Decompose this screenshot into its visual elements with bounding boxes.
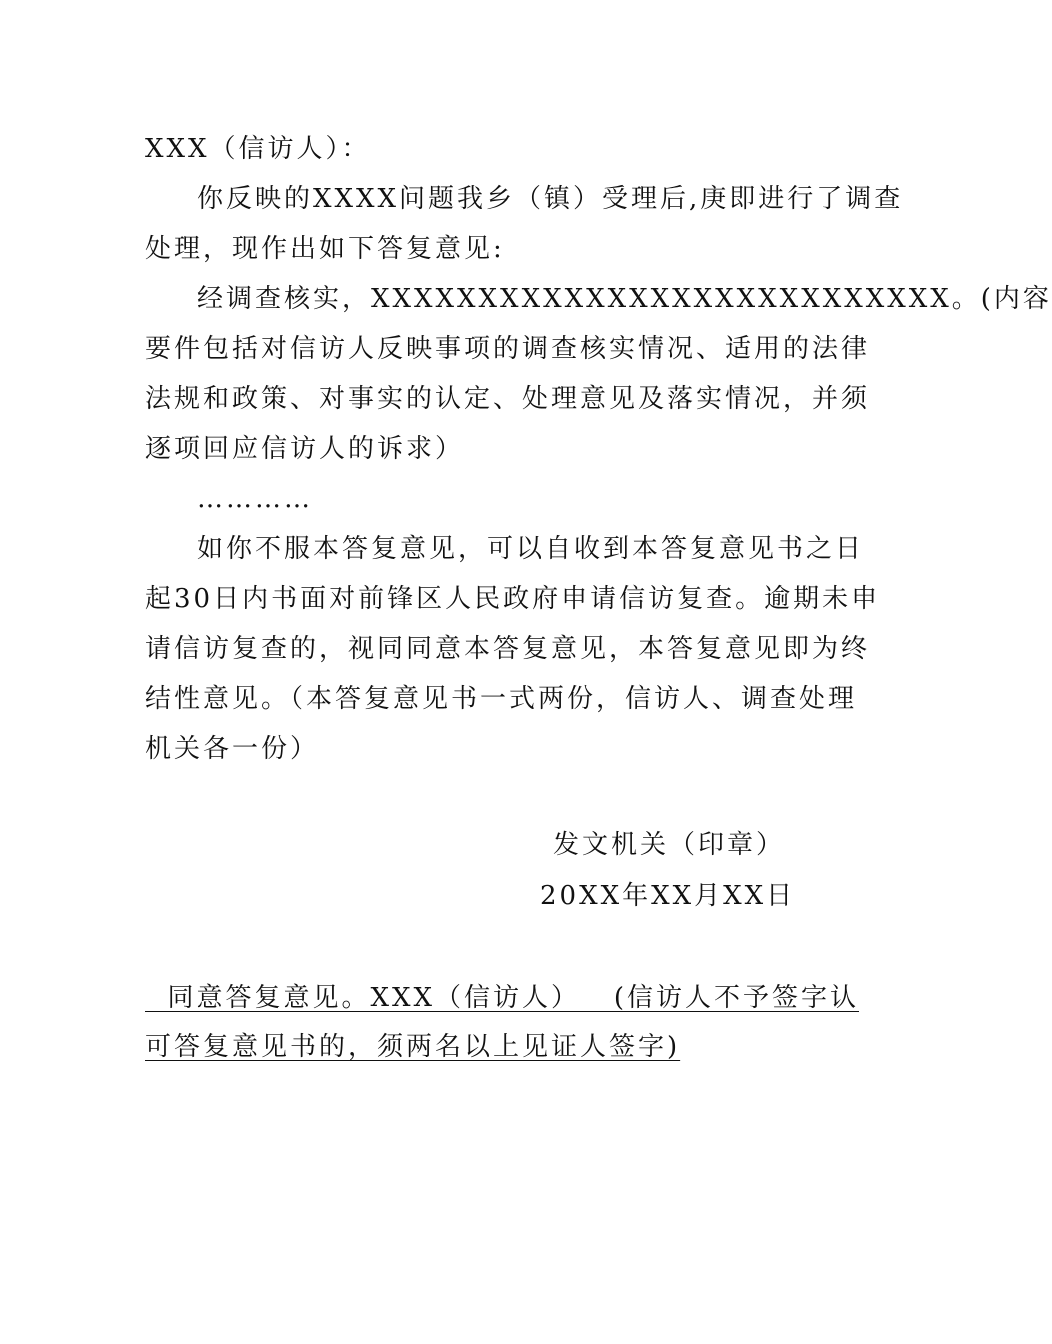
appeal-line-5: 机关各一份） (145, 734, 320, 764)
salutation: XXX（信访人）： (145, 134, 371, 164)
issuing-authority-seal: 发文机关（印章） (553, 830, 786, 860)
issue-date: 20XX年XX月XX日 (540, 881, 796, 911)
appeal-line-1: 如你不服本答复意见，可以自收到本答复意见书之日 (197, 534, 865, 564)
appeal-line-4: 结性意见。（本答复意见书一式两份，信访人、调查处理 (145, 684, 858, 714)
findings-line-2: 要件包括对信访人反映事项的调查核实情况、适用的法律 (145, 334, 871, 364)
ellipsis: ………… (197, 484, 313, 514)
intro-line-1: 你反映的XXXX问题我乡（镇）受理后,庚即进行了调查 (197, 184, 904, 214)
findings-line-4: 逐项回应信访人的诉求） (145, 434, 465, 464)
findings-line-3: 法规和政策、对事实的认定、处理意见及落实情况，并须 (145, 384, 871, 414)
acknowledgement-line-1: 同意答复意见。XXX（信访人） (信访人不予签字认 (145, 983, 859, 1013)
intro-line-2: 处理，现作出如下答复意见: (145, 234, 505, 264)
appeal-line-3: 请信访复查的，视同同意本答复意见，本答复意见即为终 (145, 634, 871, 664)
appeal-line-2: 起30日内书面对前锋区人民政府申请信访复查。逾期未申 (145, 584, 881, 614)
acknowledgement-line-2: 可答复意见书的，须两名以上见证人签字) (145, 1032, 681, 1062)
findings-line-1: 经调查核实，XXXXXXXXXXXXXXXXXXXXXXXXXXX。(内容 (197, 284, 1052, 314)
